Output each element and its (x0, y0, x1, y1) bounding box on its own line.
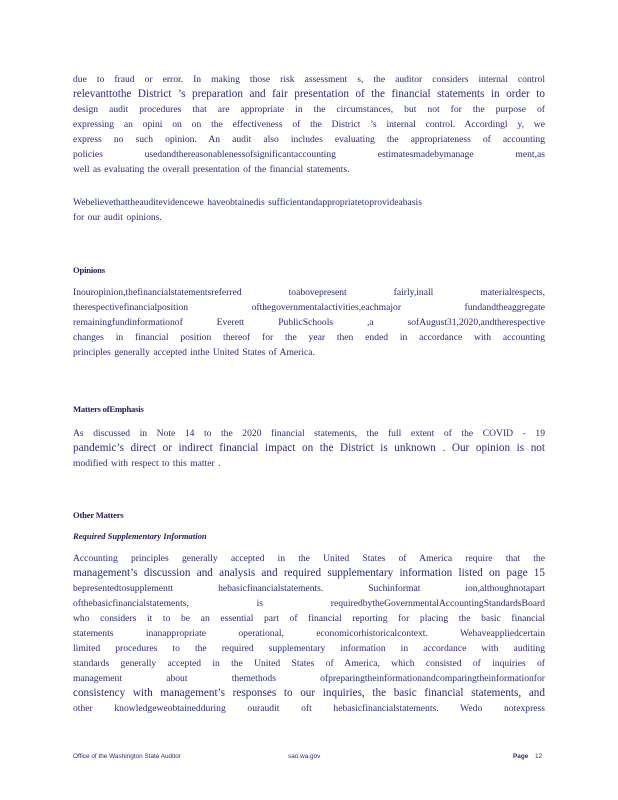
audit-evidence-paragraph (73, 195, 545, 225)
text-line: Accounting principles generally accepted in the United States of America require that the (73, 553, 545, 564)
text-line: Inouropinion,thefinancialstatementsreferred toabovepresent fairly,inall materialrespects, (73, 287, 545, 298)
opinions-paragraph (73, 285, 545, 360)
text-line: well as evaluating the overall presentation of the financial statements. (73, 164, 350, 175)
supplementary-information-paragraph (73, 551, 545, 716)
text-line: bepresentedtosupplementt hebasicfinancialstatements. Suchinformat ion,althoughnotapart (73, 583, 545, 594)
text-line: Webelievethattheauditevidencewe haveobtainedis sufficientandappropriatetoprovideabasis (73, 197, 422, 208)
text-line: due to fraud or error. In making those risk assessment s, the auditor considers internal control (73, 74, 545, 85)
text-line: principles generally accepted inthe United States of America. (73, 347, 315, 358)
text-line: who considers it to be an essential part of financial reporting for placing the basic financial (73, 613, 545, 624)
footer-page-label: Page (513, 753, 529, 760)
text-line: management’s discussion and analysis and required supplementary information listed on page 15 (73, 567, 545, 579)
text-line: management about themethods ofpreparingtheinformationandcomparingtheinformationfor (73, 673, 545, 684)
text-line: other knowledgeweobtainedduring ouraudit oft hebasicfinancialstatements. Wedo notexpress (73, 703, 545, 714)
text-line: consistency with management’s responses to our inquiries, the basic financial statements, and (73, 687, 545, 699)
text-line: standards generally accepted in the United States of America, which consisted of inquiries of (73, 658, 545, 669)
text-line: policies usedandthereasonablenessofsignificantaccounting estimatesmadebymanage ment,as (73, 149, 545, 160)
footer-page-number: 12 (535, 753, 543, 760)
text-line: expressing an opini on on the effectiveness of the District ’s internal control. Accordingl y, we (73, 119, 545, 130)
opinions-heading: Opinions (73, 265, 105, 275)
text-line: design audit procedures that are appropriate in the circumstances, but not for the purpose of (73, 104, 545, 115)
page-footer (73, 753, 545, 765)
text-line: relevanttothe District ’s preparation and fair presentation of the financial statements in order to (73, 88, 545, 100)
audit-procedures-paragraph (73, 72, 545, 177)
text-line: limited procedures to the required supplementary information in accordance with auditing (73, 643, 545, 654)
text-line: therespectivefinancialposition ofthegovernmentalactivities,eachmajor fundandtheaggregate (73, 302, 545, 313)
text-line: remainingfundinformationof Everett PublicSchools ,a sofAugust31,2020,andtherespective (73, 317, 545, 328)
text-line: pandemic’s direct or indirect financial impact on the District is unknown . Our opinion is not (73, 442, 545, 454)
other-matters-heading: Other Matters (73, 510, 124, 520)
text-line: changes in financial position thereof for the year then ended in accordance with accounting (73, 332, 545, 343)
matters-of-emphasis-heading: Matters ofEmphasis (73, 404, 144, 414)
required-supplementary-information-heading: Required Supplementary Information (73, 531, 207, 541)
text-line: statements inanappropriate operational, economicorhistoricalcontext. Wehaveappliedcertain (73, 628, 545, 639)
footer-office-name: Office of the Washington State Auditor (73, 753, 181, 760)
footer-website: sao.wa.gov (288, 753, 321, 760)
text-line: ofthebasicfinancialstatements, is requiredbytheGovernmentalAccountingStandardsBoard (73, 598, 545, 609)
text-line: As discussed in Note 14 to the 2020 financial statements, the full extent of the COVID - 19 (73, 428, 545, 439)
text-line: express no such opinion. An audit also includes evaluating the appropriateness of accounting (73, 134, 545, 145)
emphasis-paragraph (73, 426, 545, 471)
text-line: modified with respect to this matter . (73, 458, 221, 469)
text-line: for our audit opinions. (73, 212, 162, 223)
